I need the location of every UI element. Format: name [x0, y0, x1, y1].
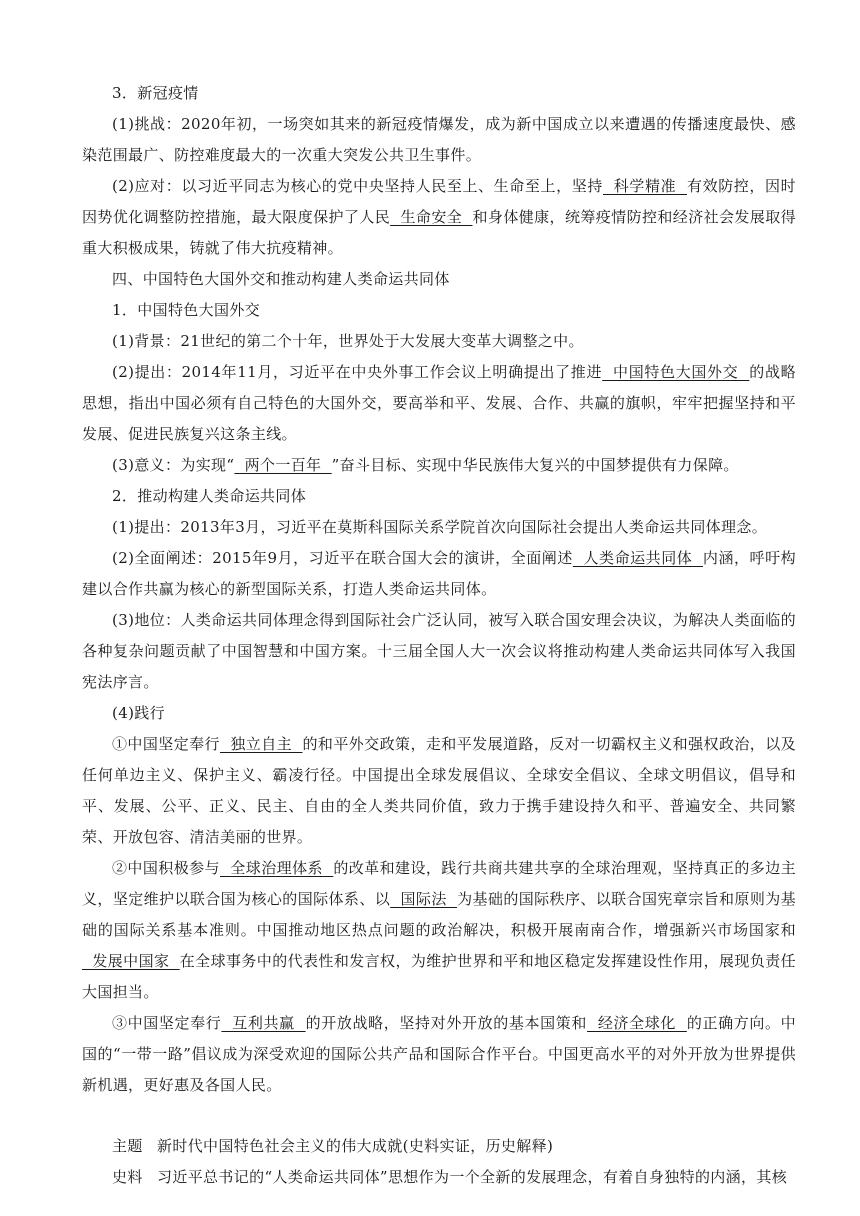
paragraph-community-proposal: (1)提出：2013年3月，习近平在莫斯科国际关系学院首次向国际社会提出人类命运共同体理念。 [112, 518, 768, 536]
blank-answer: 国际法 [390, 890, 458, 908]
heading-major-country-diplomacy: 1．中国特色大国外交 [112, 301, 261, 319]
source-text: 习近平总书记的“人类命运共同体”思想作为一个全新的发展理念，有着自身独特的内涵，其核 [157, 1168, 788, 1186]
blank-answer: 发展中国家 [82, 952, 180, 970]
paragraph-comprehensive-elaboration: (2)全面阐述：2015年9月，习近平在联合国大会的演讲，全面阐述 人类命运共同体 内涵，呼吁构建以合作共赢为核心的新型国际关系，打造人类命运共同体。 [82, 549, 796, 598]
heading-practice: (4)践行 [112, 704, 165, 722]
section-heading-diplomacy: 四、中国特色大国外交和推动构建人类命运共同体 [112, 270, 450, 288]
source-line [82, 1162, 796, 1193]
paragraph-practice-3: ③中国坚定奉行 互利共赢 的开放战略，坚持对外开放的基本国策和 经济全球化 的正确方向。中国的“一带一路”倡议成为深受欢迎的国际公共产品和国际合作平台。中国更高水平的对外开放为世界提供新机遇，更好惠及各国人民。 [82, 1014, 797, 1094]
heading-community-shared-future: 2．推动构建人类命运共同体 [112, 487, 307, 505]
blank-answer: 生命安全 [390, 208, 473, 226]
paragraph-practice-2: ②中国积极参与 全球治理体系 的改革和建设，践行共商共建共享的全球治理观，坚持真正的多边主义，坚定维护以联合国为核心的国际体系、以 国际法 为基础的国际秩序、以联合国宪章宗旨和原则为基础的国际关系基本准则。中国推动地区热点问题的政治解决，积极开展南南合作，增强新兴市场国家和 发展中国家 在全球事务中的代表性和发言权，为维护世界和平和地区稳定发挥建设性作用，展现负责任大国担当。 [82, 859, 796, 1001]
blank-answer: 经济全球化 [587, 1014, 687, 1032]
document-body [82, 78, 796, 1193]
paragraph-significance: (3)意义：为实现“ 两个一百年 ”奋斗目标、实现中华民族伟大复兴的中国梦提供有力保障。 [112, 456, 739, 474]
blank-answer: 中国特色大国外交 [602, 363, 750, 381]
source-label: 史料 [112, 1168, 143, 1186]
theme-text: 新时代中国特色社会主义的伟大成就(史料实证，历史解释) [157, 1137, 554, 1155]
paragraph-background: (1)背景：21世纪的第二个十年，世界处于大发展大变革大调整之中。 [112, 332, 584, 350]
paragraph-status: (3)地位：人类命运共同体理念得到国际社会广泛认同，被写入联合国安理会决议，为解决人类面临的各种复杂问题贡献了中国智慧和中国方案。十三届全国人大一次会议将推动构建人类命运共同体写入我国宪法序言。 [82, 611, 796, 691]
paragraph-practice-1: ①中国坚定奉行 独立自主 的和平外交政策，走和平发展道路，反对一切霸权主义和强权政治，以及任何单边主义、保护主义、霸凌行径。中国提出全球发展倡议、全球安全倡议、全球文明倡议，倡导和平、发展、公平、正义、民主、自由的全人类共同价值，致力于携手建设持久和平、普遍安全、共同繁荣、开放包容、清洁美丽的世界。 [82, 735, 797, 846]
blank-answer: 两个一百年 [234, 456, 332, 474]
theme-label: 主题 [112, 1137, 143, 1155]
blank-answer: 互利共赢 [221, 1014, 306, 1032]
blank-answer: 独立自主 [219, 735, 303, 753]
heading-covid: 3．新冠疫情 [112, 84, 199, 102]
blank-answer: 全球治理体系 [219, 859, 334, 877]
theme-line [82, 1131, 796, 1162]
paragraph-proposal: (2)提出：2014年11月，习近平在中央外事工作会议上明确提出了推进 中国特色大国外交 的战略思想，指出中国必须有自己特色的大国外交，要高举和平、发展、合作、共赢的旗帜，牢牢把握坚持和平发展、促进民族复兴这条主线。 [82, 363, 796, 443]
paragraph-covid-response: (2)应对：以习近平同志为核心的党中央坚持人民至上、生命至上，坚持 科学精准 有效防控，因时因势优化调整防控措施，最大限度保护了人民 生命安全 和身体健康，统筹疫情防控和经济社会发展取得重大积极成果，铸就了伟大抗疫精神。 [82, 177, 797, 257]
paragraph-covid-challenge: (1)挑战：2020年初，一场突如其来的新冠疫情爆发，成为新中国成立以来遭遇的传播速度最快、感染范围最广、防控难度最大的一次重大突发公共卫生事件。 [82, 115, 796, 164]
blank-answer: 科学精准 [602, 177, 687, 195]
blank-answer: 人类命运共同体 [572, 549, 703, 567]
